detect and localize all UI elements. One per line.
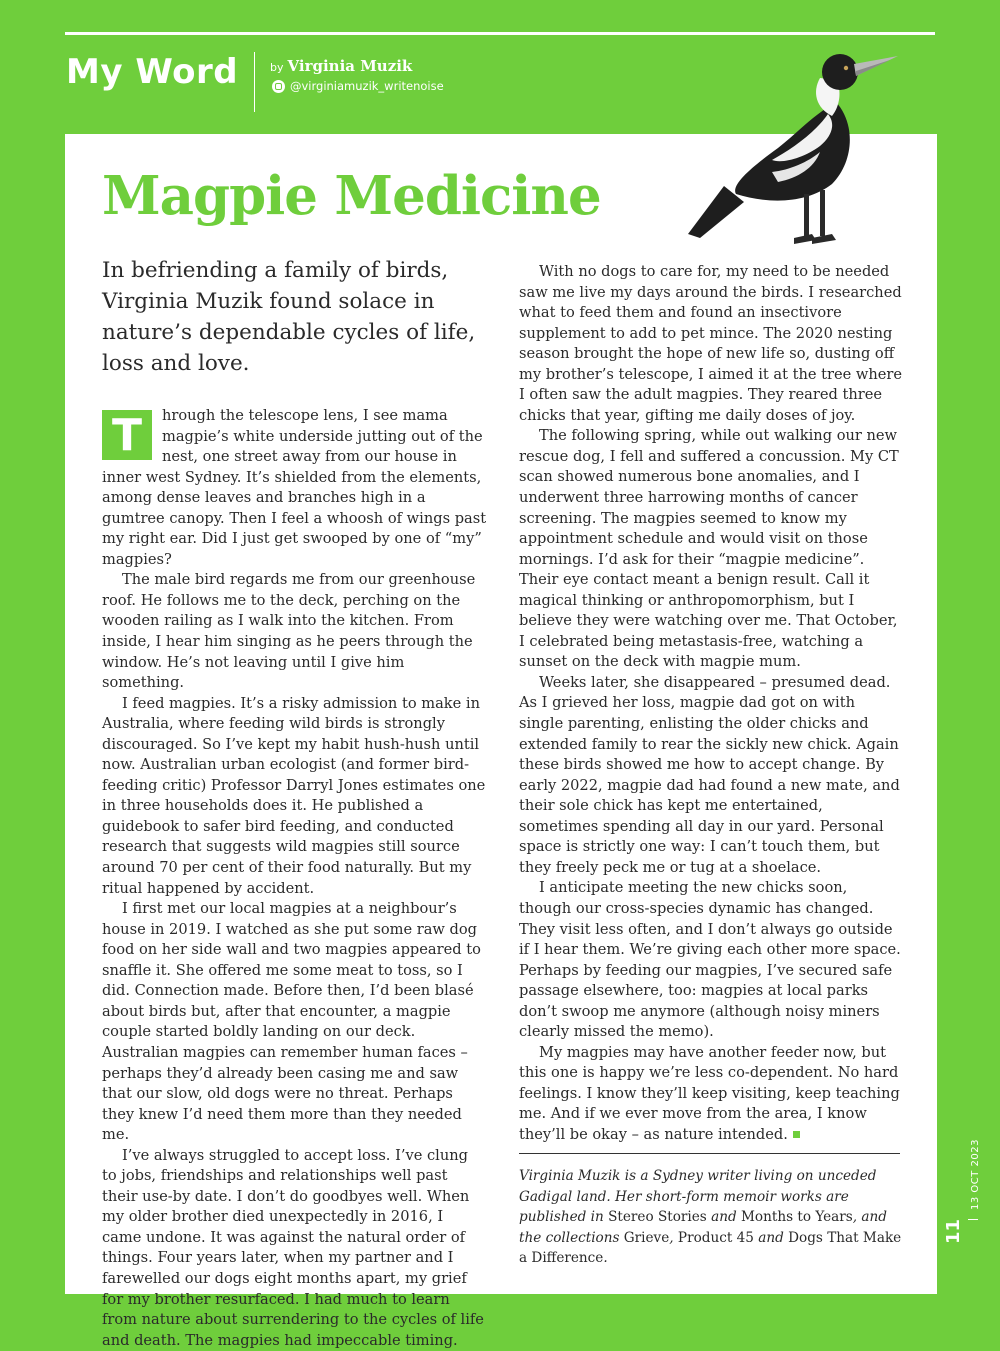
top-rule (65, 32, 935, 35)
byline-prefix: by (270, 61, 284, 74)
social-handle-text: @virginiamuzik_writenoise (290, 79, 444, 93)
article-paragraph: I first met our local magpies at a neighbour’s house in 2019. I watched as she put some raw dog food on her side wall and two magpies appeared to snaffle it. She offered me some meat to toss, so I did. Connection made. Before then, I’d been blasé about birds but, after that encounter, a magpie couple started boldly landing on our deck. Australian magpies can remember human faces – perhaps they’d already been casing me and saw that our slow, old dogs were no threat. Perhaps they knew I’d need them more than they needed me. (102, 900, 481, 1144)
magpie-head (822, 54, 858, 90)
article-paragraph: My magpies may have another feeder now, but this one is happy we’re less co-dependent. No hard feelings. I know they’ll keep visiting, keep teaching me. And if we ever move from the area, I know they’ll be okay – as nature intended. (519, 1043, 900, 1143)
article-column-2 (519, 262, 903, 1146)
instagram-icon (272, 80, 285, 93)
article-column-1 (102, 406, 487, 1351)
magpie-leg (804, 194, 809, 236)
article-headline: Magpie Medicine (102, 165, 601, 227)
page-number: 11 (943, 1218, 964, 1244)
header-divider (254, 52, 255, 112)
social-handle[interactable] (272, 79, 444, 93)
article-paragraph: Weeks later, she disappeared – presumed dead. As I grieved her loss, magpie dad got on with single parenting, enlisting the older chicks and extended family to rear the sickly new chick. Again these birds showed me how to accept change. By early 2022, magpie dad had found a new mate, and their sole chick has kept me entertained, sometimes spending all day in our yard. Personal space is strictly one way: I can’t touch them, but they freely peck me or tug at a shoelace. (519, 673, 900, 876)
article-paragraph: The following spring, while out walking our new rescue dog, I fell and suffered a concussion. My CT scan showed numerous bone anomalies, and I underwent three harrowing months of cancer screening. The magpies seemed to know my appointment schedule and would visit on those mornings. I’d ask for their “magpie medicine”. Their eye contact meant a benign result. Call it magical thinking or anthropomorphism, but I believe they were watching over me. That October, I celebrated being metastasis-free, watching a sunset on the deck with magpie mum. (519, 427, 899, 671)
section-title: My Word (66, 52, 239, 92)
article-paragraph: I feed magpies. It’s a risky admission to make in Australia, where feeding wild birds is strongly discouraged. So I’ve kept my habit hush-hush until now. Australian urban ecologist (and former bird-feeding critic) Professor Darryl Jones estimates one in three households does it. He published a guidebook to safer bird feeding, and conducted research that suggests wild magpies still source around 70 per cent of their food naturally. But my ritual happened by accident. (102, 694, 486, 897)
issue-date: 13 OCT 2023 (970, 1139, 981, 1210)
article-paragraph: T hrough the telescope lens, I see mama magpie’s white underside jutting out of the nest, one street away from our house in inner west Sydney. It’s shielded from the elements, among dense leaves and branches high in a gumtree canopy. Then I feel a whoosh of wings past my right ear. Did I just get swooped by one of “my” magpies? (102, 407, 487, 568)
bio-rule (519, 1153, 900, 1154)
drop-cap: T (102, 410, 152, 460)
article-paragraph: I’ve always struggled to accept loss. I’ve clung to jobs, friendships and relationships well past their use-by date. I don’t do goodbyes well. When my older brother died unexpectedly in 2016, I came undone. It was against the natural order of things. Four years later, when my partner and I farewelled our dogs eight months apart, my grief for my brother resurfaced. I had much to learn from nature about surrendering to the cycles of life and death. The magpies had impeccable timing. (102, 1146, 484, 1349)
article-standfirst: In befriending a family of birds, Virginia Muzik found solace in nature’s dependable cycles of life, loss and love. (102, 258, 476, 376)
magpie-eye (844, 66, 848, 70)
author-name: Virginia Muzik (287, 57, 413, 75)
author-bio: Virginia Muzik is a Sydney writer living on unceded Gadigal land. Her short-form memoir works are published in Stereo Stories and Months to Years, and the collections Grieve, Product 45 and Dogs That Make a Difference. (519, 1168, 902, 1266)
article-paragraph: With no dogs to care for, my need to be needed saw me live my days around the birds. I researched what to feed them and found an insectivore supplement to add to pet mince. The 2020 nesting season brought the hope of new life so, dusting off my brother’s telescope, I aimed it at the tree where I often saw the adult magpies. They reared three chicks that year, gifting me daily doses of joy. (519, 263, 903, 424)
page-folio (943, 1120, 992, 1250)
article-paragraph: The male bird regards me from our greenhouse roof. He follows me to the deck, perching on the wooden railing as I walk into the kitchen. From inside, I hear him singing as he peers through the window. He’s not leaving until I give him something. (102, 571, 476, 692)
end-mark (793, 1131, 800, 1138)
byline (270, 57, 412, 75)
folio-divider (968, 1219, 978, 1220)
magpie-tail (688, 186, 744, 238)
magpie-leg (820, 190, 825, 236)
article-paragraph: I anticipate meeting the new chicks soon, though our cross-species dynamic has changed. They visit less often, and I don’t always go outside if I hear them. We’re giving each other more space. Perhaps by feeding our magpies, I’ve secured safe passage elsewhere, too: magpies at local parks don’t swoop me anymore (although noisy miners clearly missed the memo). (519, 879, 901, 1041)
magpie-illustration (686, 44, 900, 252)
